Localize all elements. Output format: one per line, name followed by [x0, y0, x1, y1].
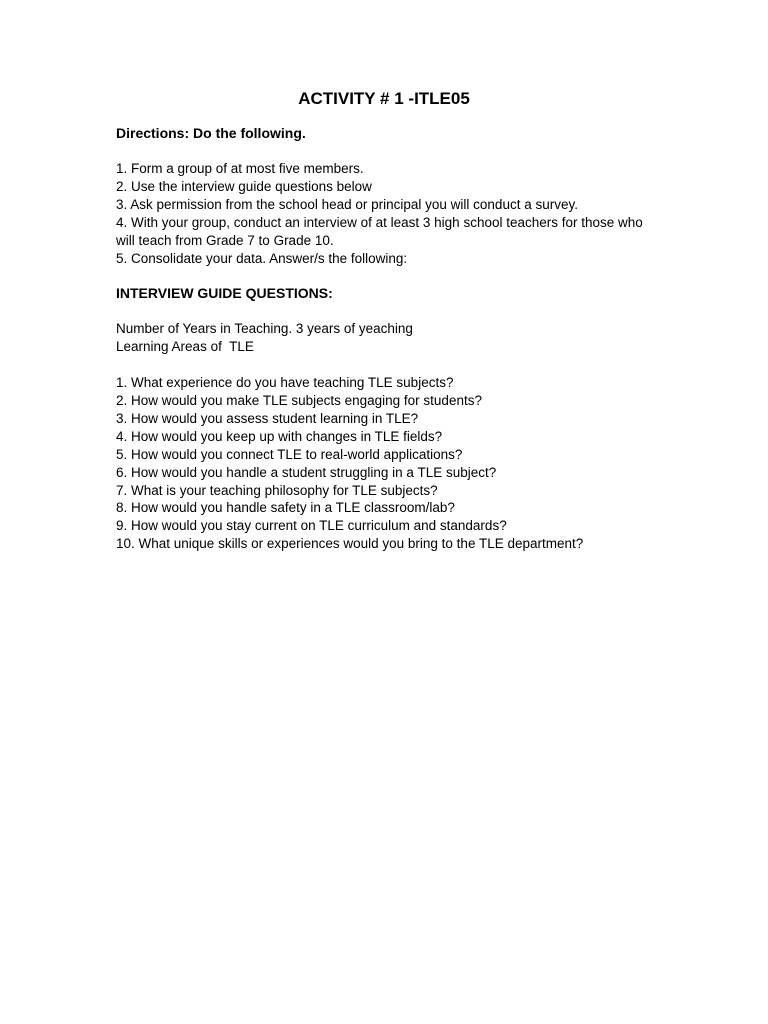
- question-item: 9. How would you stay current on TLE curriculum and standards?: [116, 518, 507, 534]
- step-item: 5. Consolidate your data. Answer/s the following:: [116, 250, 408, 266]
- step-item: 1. Form a group of at most five members.: [116, 161, 364, 176]
- step-item: 2. Use the interview guide questions below: [116, 178, 372, 194]
- question-item: 2. How would you make TLE subjects engaging for students?: [116, 393, 482, 409]
- interview-heading: INTERVIEW GUIDE QUESTIONS:: [116, 285, 333, 302]
- question-item: 8. How would you handle safety in a TLE classroom/lab?: [116, 500, 455, 516]
- step-item: 4. With your group, conduct an interview of at least 3 high school teachers for those who will teach from Grade 7 to Grade 10.: [116, 214, 647, 248]
- document-body: [116, 88, 652, 553]
- questions-list: [116, 374, 652, 553]
- question-item: 1. What experience do you have teaching TLE subjects?: [116, 375, 454, 391]
- info-block: [116, 320, 652, 356]
- question-item: 7. What is your teaching philosophy for TLE subjects?: [116, 482, 438, 498]
- document-title: ACTIVITY # 1 -ITLE05: [298, 89, 470, 108]
- question-item: 10. What unique skills or experiences would you bring to the TLE department?: [116, 536, 584, 552]
- question-item: 6. How would you handle a student struggling in a TLE subject?: [116, 464, 497, 480]
- question-item: 4. How would you keep up with changes in TLE fields?: [116, 428, 443, 444]
- question-item: 5. How would you connect TLE to real-world applications?: [116, 446, 463, 462]
- info-line: Number of Years in Teaching. 3 years of yeaching: [116, 321, 413, 337]
- spacer: [116, 356, 652, 374]
- directions-heading: Directions: Do the following.: [116, 125, 306, 141]
- steps-list: [116, 160, 652, 267]
- question-item: 3. How would you assess student learning in TLE?: [116, 410, 419, 426]
- step-item: 3. Ask permission from the school head or principal you will conduct a survey.: [116, 196, 578, 212]
- info-line: Learning Areas of TLE: [116, 339, 254, 355]
